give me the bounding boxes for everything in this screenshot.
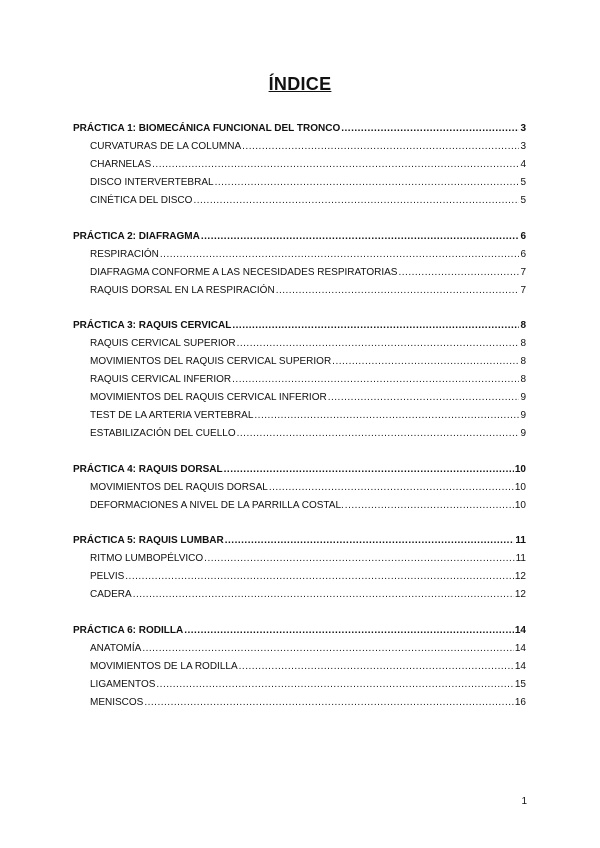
toc-entry[interactable] xyxy=(73,425,526,443)
toc-entry-title: DIAFRAGMA CONFORME A LAS NECESIDADES RESPIRATORIAS xyxy=(90,266,398,278)
dot-leader xyxy=(398,264,519,282)
toc-entry-page: 3 xyxy=(520,141,526,152)
dot-leader xyxy=(237,335,520,353)
toc-entry[interactable] xyxy=(73,389,526,407)
dot-leader xyxy=(215,174,520,192)
toc-entry-title: RAQUIS CERVICAL SUPERIOR xyxy=(90,338,236,349)
toc-entry-title: RAQUIS DORSAL EN LA RESPIRACIÓN xyxy=(90,284,275,296)
toc-entry[interactable] xyxy=(73,156,526,174)
dot-leader xyxy=(232,317,519,335)
toc-entry[interactable] xyxy=(73,138,526,156)
dot-leader xyxy=(237,425,520,443)
dot-leader xyxy=(269,479,514,497)
toc-entry[interactable] xyxy=(73,694,526,712)
toc-entry[interactable] xyxy=(73,640,526,658)
toc-entry-title: PRÁCTICA 1: BIOMECÁNICA FUNCIONAL DEL TRONCO xyxy=(73,123,341,134)
dot-leader xyxy=(224,461,514,479)
toc-entry-page: 15 xyxy=(514,678,526,690)
toc-entry-title: TEST DE LA ARTERIA VERTEBRAL xyxy=(90,410,254,421)
toc-entry-title: ESTABILIZACIÓN DEL CUELLO xyxy=(90,428,236,439)
dot-leader xyxy=(232,371,519,389)
toc-entry[interactable] xyxy=(73,264,526,282)
toc-entry-page: 9 xyxy=(520,410,526,421)
toc-section-heading[interactable] xyxy=(73,120,526,138)
toc-section-heading[interactable] xyxy=(73,461,526,479)
dot-leader xyxy=(133,586,514,604)
toc-entry-page: 14 xyxy=(514,660,526,672)
toc-section xyxy=(73,532,526,604)
toc-entry-page: 14 xyxy=(514,642,526,654)
toc-entry-page: 6 xyxy=(520,248,526,260)
toc-section xyxy=(73,317,526,443)
toc-entry[interactable] xyxy=(73,246,526,264)
toc-entry-page: 7 xyxy=(520,266,526,278)
toc-entry-page: 11 xyxy=(515,535,526,546)
toc-entry-title: RITMO LUMBOPÉLVICO xyxy=(90,553,204,564)
toc-entry-page: 16 xyxy=(514,696,526,708)
toc-entry[interactable] xyxy=(73,353,526,371)
toc-entry-title: MOVIMIENTOS DEL RAQUIS CERVICAL SUPERIOR xyxy=(90,356,332,367)
toc-entry-title: MOVIMIENTOS DEL RAQUIS CERVICAL INFERIOR xyxy=(90,392,327,403)
page-number: 1 xyxy=(521,796,527,807)
toc-entry-page: 14 xyxy=(514,624,526,636)
toc-entry-page: 8 xyxy=(520,320,526,331)
toc-entry-page: 5 xyxy=(520,195,526,206)
toc-entry-page: 9 xyxy=(520,392,526,403)
toc-entry-title: DISCO INTERVERTEBRAL xyxy=(90,177,214,188)
toc-section-heading[interactable] xyxy=(73,532,526,550)
toc-entry[interactable] xyxy=(73,192,526,210)
toc-entry-title: DEFORMACIONES A NIVEL DE LA PARRILLA COSTAL. xyxy=(90,499,344,511)
toc-entry-page: 7 xyxy=(520,284,526,296)
dot-leader xyxy=(184,622,514,640)
toc-entry-page: 3 xyxy=(520,123,526,134)
toc-entry-title: MOVIMIENTOS DEL RAQUIS DORSAL xyxy=(90,481,268,493)
dot-leader xyxy=(254,407,519,425)
toc-entry-page: 9 xyxy=(520,428,526,439)
toc-entry[interactable] xyxy=(73,676,526,694)
dot-leader xyxy=(152,156,519,174)
toc-entry-page: 6 xyxy=(520,230,526,242)
dot-leader xyxy=(328,389,520,407)
dot-leader xyxy=(144,694,514,712)
toc-section-heading[interactable] xyxy=(73,622,526,640)
toc-entry-title: PRÁCTICA 6: RODILLA xyxy=(73,624,184,636)
dot-leader xyxy=(239,658,514,676)
toc-entry-title: CINÉTICA DEL DISCO xyxy=(90,195,193,206)
toc-entry-title: PRÁCTICA 5: RAQUIS LUMBAR xyxy=(73,535,224,546)
toc-entry-page: 4 xyxy=(520,159,526,170)
toc-section xyxy=(73,461,526,515)
toc-entry-title: MENISCOS xyxy=(90,696,144,708)
toc-entry-title: CURVATURAS DE LA COLUMNA xyxy=(90,141,242,152)
dot-leader xyxy=(201,228,520,246)
toc-entry-page: 10 xyxy=(514,481,526,493)
toc-entry[interactable] xyxy=(73,658,526,676)
toc-entry-page: 10 xyxy=(514,463,526,475)
toc-entry-title: PELVIS xyxy=(90,571,125,582)
toc-entry-page: 5 xyxy=(520,177,526,188)
page-title: ÍNDICE xyxy=(268,74,332,94)
toc-entry[interactable] xyxy=(73,371,526,389)
dot-leader xyxy=(160,246,520,264)
toc-section-heading[interactable] xyxy=(73,317,526,335)
table-of-contents xyxy=(73,120,526,729)
dot-leader xyxy=(242,138,519,156)
toc-section xyxy=(73,120,526,210)
toc-entry-title: MOVIMIENTOS DE LA RODILLA xyxy=(90,660,238,672)
dot-leader xyxy=(204,550,514,568)
toc-entry-page: 8 xyxy=(520,356,526,367)
toc-entry[interactable] xyxy=(73,586,526,604)
dot-leader xyxy=(345,497,514,515)
toc-entry-page: 12 xyxy=(514,589,526,600)
toc-section xyxy=(73,228,526,300)
toc-entry[interactable] xyxy=(73,497,526,515)
toc-section xyxy=(73,622,526,712)
toc-entry[interactable] xyxy=(73,479,526,497)
toc-entry-page: 8 xyxy=(520,374,526,385)
toc-entry-title: CADERA xyxy=(90,589,132,600)
toc-entry-title: RAQUIS CERVICAL INFERIOR xyxy=(90,374,232,385)
toc-entry[interactable] xyxy=(73,335,526,353)
toc-entry-title: RESPIRACIÓN xyxy=(90,248,159,260)
toc-entry-title: PRÁCTICA 2: DIAFRAGMA xyxy=(73,230,200,242)
dot-leader xyxy=(332,353,519,371)
toc-entry-title: ANATOMÍA xyxy=(90,642,142,654)
dot-leader xyxy=(341,120,519,138)
toc-entry[interactable] xyxy=(73,174,526,192)
toc-section-heading[interactable] xyxy=(73,228,526,246)
dot-leader xyxy=(225,532,515,550)
toc-entry-page: 10 xyxy=(514,499,526,511)
toc-entry[interactable] xyxy=(73,282,526,300)
toc-entry-page: 11 xyxy=(515,553,526,564)
toc-entry-title: PRÁCTICA 4: RAQUIS DORSAL xyxy=(73,463,223,475)
toc-entry[interactable] xyxy=(73,568,526,586)
toc-entry-page: 8 xyxy=(520,338,526,349)
toc-entry-title: LIGAMENTOS xyxy=(90,678,156,690)
dot-leader xyxy=(276,282,520,300)
dot-leader xyxy=(193,192,519,210)
dot-leader xyxy=(156,676,513,694)
toc-entry-page: 12 xyxy=(514,571,526,582)
toc-entry-title: CHARNELAS xyxy=(90,159,152,170)
toc-entry[interactable] xyxy=(73,407,526,425)
toc-entry[interactable] xyxy=(73,550,526,568)
dot-leader xyxy=(125,568,514,586)
dot-leader xyxy=(142,640,514,658)
toc-entry-title: PRÁCTICA 3: RAQUIS CERVICAL xyxy=(73,320,232,331)
